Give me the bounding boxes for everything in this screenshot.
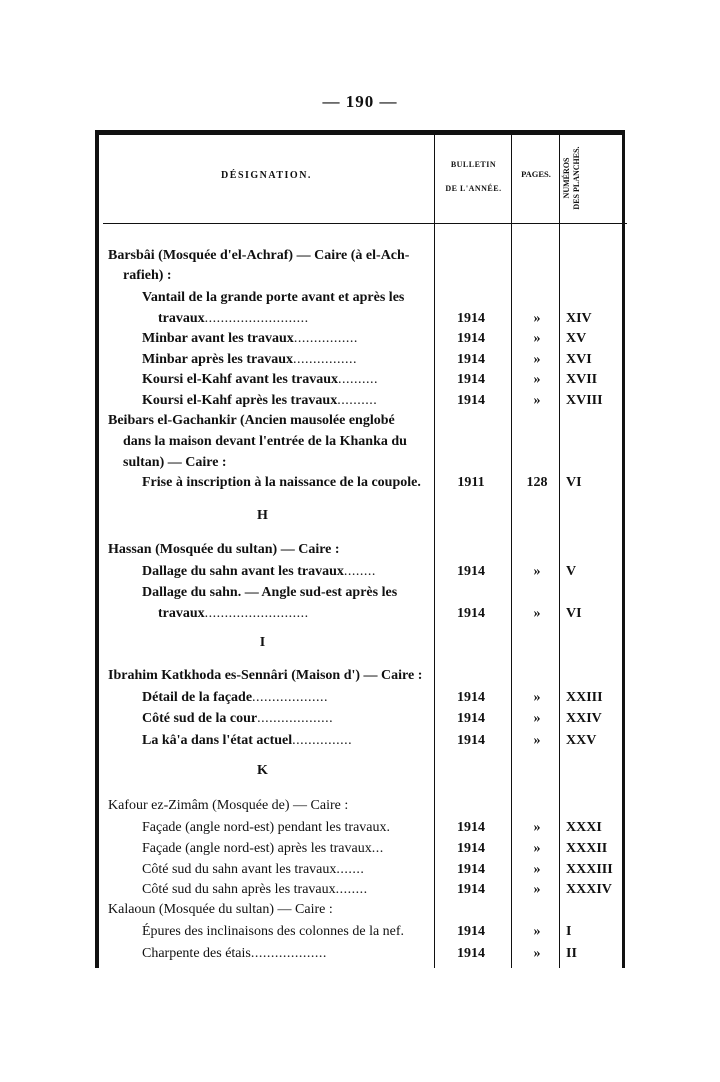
entry-page: » [533, 882, 541, 897]
leader-dots: .......................... [204, 311, 309, 326]
entry-designation [108, 411, 395, 431]
entry-year: 1914 [457, 711, 485, 726]
leader-dots: ... [371, 841, 384, 856]
header-rule [103, 223, 627, 224]
entry-year: 1914 [457, 820, 485, 835]
entry-page: » [533, 564, 541, 579]
entry-plate: I [566, 924, 572, 939]
entry-designation [108, 540, 340, 560]
entry-page: » [533, 331, 541, 346]
entry-year: 1914 [457, 311, 485, 326]
table-row [0, 473, 720, 493]
entry-designation [142, 860, 364, 880]
entry-text: Côté sud de la cour [142, 711, 258, 726]
entry-designation [108, 246, 409, 266]
entry-plate: XIV [566, 311, 592, 326]
entry-text: Minbar après les travaux [142, 352, 294, 367]
entry-designation [142, 880, 368, 900]
section-letter: K [257, 763, 268, 778]
entry-page: » [533, 372, 541, 387]
section-letter: H [257, 508, 268, 523]
entry-designation [142, 818, 390, 838]
entry-designation [142, 473, 421, 493]
entry-text: La kâ'a dans l'état actuel [142, 733, 293, 748]
entry-plate: XXXI [566, 820, 602, 835]
header-bulletin-line1: BULLETIN [450, 160, 497, 169]
leader-dots: ............... [292, 733, 353, 748]
leader-dots: ........ [343, 564, 376, 579]
table-row [0, 922, 720, 942]
leader-dots: ........ [335, 882, 368, 897]
entry-plate: XV [566, 331, 587, 346]
entry-designation [142, 688, 328, 708]
table-row [0, 391, 720, 411]
table-row [0, 350, 720, 370]
leader-dots: ....... [336, 862, 365, 877]
entry-designation [142, 562, 376, 582]
entry-page: » [533, 393, 541, 408]
entry-text: Koursi el-Kahf après les travaux [142, 393, 338, 408]
entry-text: Minbar avant les travaux [142, 331, 294, 346]
leader-dots: .......... [338, 372, 378, 387]
entry-plate: XXXIII [566, 862, 613, 877]
entry-page: » [533, 733, 541, 748]
table-row [0, 432, 720, 452]
entry-designation [142, 709, 333, 729]
entry-text: Koursi el-Kahf avant les travaux [142, 372, 338, 387]
entry-plate: XXV [566, 733, 597, 748]
table-row [0, 246, 720, 266]
entry-plate: XXXII [566, 841, 608, 856]
entry-text: Vantail de la grande porte avant et après les [142, 290, 405, 305]
entry-plate: XVII [566, 372, 598, 387]
entry-year: 1914 [457, 946, 485, 961]
entry-text: Barsbâi (Mosquée d'el-Achraf) — Caire (à el-Ach- [108, 248, 410, 263]
entry-year: 1914 [457, 690, 485, 705]
header-designation: DÉSIGNATION. [221, 170, 312, 181]
leader-dots: ................... [252, 690, 329, 705]
entry-plate: XXIII [566, 690, 603, 705]
entry-plate: XVIII [566, 393, 603, 408]
header-planches [562, 133, 582, 223]
entry-plate: XXXIV [566, 882, 612, 897]
entry-text: Kafour ez-Zimâm (Mosquée de) — Caire : [108, 798, 349, 813]
table-row [0, 540, 720, 560]
entry-page: 128 [526, 475, 548, 490]
entry-designation [142, 391, 377, 411]
entry-year: 1914 [457, 606, 485, 621]
entry-text: Frise à inscription à la naissance de la coupole. [142, 475, 421, 490]
header-planches-line2: DES PLANCHES. [572, 146, 581, 210]
entry-plate: V [566, 564, 577, 579]
entry-page: » [533, 352, 541, 367]
entry-page: » [533, 924, 541, 939]
table-row [0, 411, 720, 431]
entry-page: » [533, 690, 541, 705]
entry-text: Façade (angle nord-est) après les travaux [142, 841, 372, 856]
entry-designation [142, 329, 358, 349]
table-row [0, 818, 720, 838]
entry-year: 1914 [457, 841, 485, 856]
entry-plate: XVI [566, 352, 592, 367]
entry-year: 1914 [457, 733, 485, 748]
entry-text: Détail de la façade [142, 690, 253, 705]
entry-designation [142, 922, 404, 942]
table-row [0, 288, 720, 308]
entry-text: rafieh) : [123, 268, 172, 283]
entry-text: Hassan (Mosquée du sultan) — Caire : [108, 542, 340, 557]
table-row [0, 562, 720, 582]
entry-text: Dallage du sahn avant les travaux [142, 564, 344, 579]
table-row [0, 666, 720, 686]
table-row [0, 688, 720, 708]
table-row [0, 709, 720, 729]
table-row [0, 583, 720, 603]
entry-page: » [533, 820, 541, 835]
entry-designation [142, 944, 327, 964]
section-letter: I [259, 635, 266, 650]
header-bulletin-line2: DE L'ANNÉE. [445, 184, 502, 193]
entry-page: » [533, 311, 541, 326]
entry-text: travaux [158, 606, 205, 621]
entry-text: Côté sud du sahn avant les travaux [142, 862, 337, 877]
page-number: — 190 — [322, 92, 398, 111]
table-row [0, 309, 720, 329]
entry-designation [123, 432, 407, 452]
entry-designation [142, 350, 357, 370]
entry-page: » [533, 711, 541, 726]
header-pages: PAGES. [521, 169, 551, 179]
entry-text: Côté sud du sahn après les travaux [142, 882, 336, 897]
entry-year: 1914 [457, 862, 485, 877]
entry-text: Kalaoun (Mosquée du sultan) — Caire : [108, 902, 333, 917]
entry-year: 1911 [457, 475, 485, 490]
entry-page: » [533, 606, 541, 621]
leader-dots: ................ [293, 331, 358, 346]
table-row [0, 796, 720, 816]
table-row [0, 880, 720, 900]
entry-designation [108, 796, 348, 816]
leader-dots: ................... [257, 711, 334, 726]
entry-plate: VI [566, 606, 582, 621]
table-row [0, 944, 720, 964]
entry-designation [142, 731, 352, 751]
entry-designation [142, 370, 378, 390]
entry-designation [158, 309, 309, 329]
entry-text: Façade (angle nord-est) pendant les travaux. [142, 820, 391, 835]
entry-designation [108, 666, 422, 686]
table-row [0, 370, 720, 390]
entry-designation [123, 453, 227, 473]
entry-year: 1914 [457, 372, 485, 387]
entry-page: » [533, 862, 541, 877]
entry-year: 1914 [457, 882, 485, 897]
entry-text: Charpente des étais [142, 946, 251, 961]
table-row [0, 604, 720, 624]
table-row [0, 329, 720, 349]
leader-dots: ................... [250, 946, 327, 961]
entry-text: sultan) — Caire : [123, 455, 227, 470]
entry-designation [123, 266, 172, 286]
entry-text: dans la maison devant l'entrée de la Khanka du [123, 434, 407, 449]
entry-text: travaux [158, 311, 205, 326]
table-row [0, 860, 720, 880]
table-row [0, 266, 720, 286]
table-row [0, 453, 720, 473]
entry-designation [142, 288, 404, 308]
entry-designation [142, 839, 384, 859]
entry-designation [142, 583, 397, 603]
entry-plate: XXIV [566, 711, 602, 726]
entry-text: Beibars el-Gachankir (Ancien mausolée englobé [108, 413, 395, 428]
table-row [0, 900, 720, 920]
entry-text: Épures des inclinaisons des colonnes de la nef. [142, 924, 405, 939]
entry-designation [108, 900, 333, 920]
entry-plate: II [566, 946, 577, 961]
entry-year: 1914 [457, 564, 485, 579]
table-row [0, 731, 720, 751]
entry-text: Ibrahim Katkhoda es-Sennâri (Maison d') — Caire : [108, 668, 423, 683]
leader-dots: .......... [337, 393, 378, 408]
entry-designation [158, 604, 309, 624]
table-row [0, 839, 720, 859]
entry-year: 1914 [457, 352, 485, 367]
leader-dots: ................ [293, 352, 358, 367]
entry-year: 1914 [457, 924, 485, 939]
entry-plate: VI [566, 475, 582, 490]
entry-text: Dallage du sahn. — Angle sud-est après les [142, 585, 398, 600]
entry-year: 1914 [457, 393, 485, 408]
entry-page: » [533, 946, 541, 961]
header-planches-line1: NUMÉROS [562, 157, 571, 199]
entry-year: 1914 [457, 331, 485, 346]
entry-page: » [533, 841, 541, 856]
leader-dots: .......................... [204, 606, 309, 621]
